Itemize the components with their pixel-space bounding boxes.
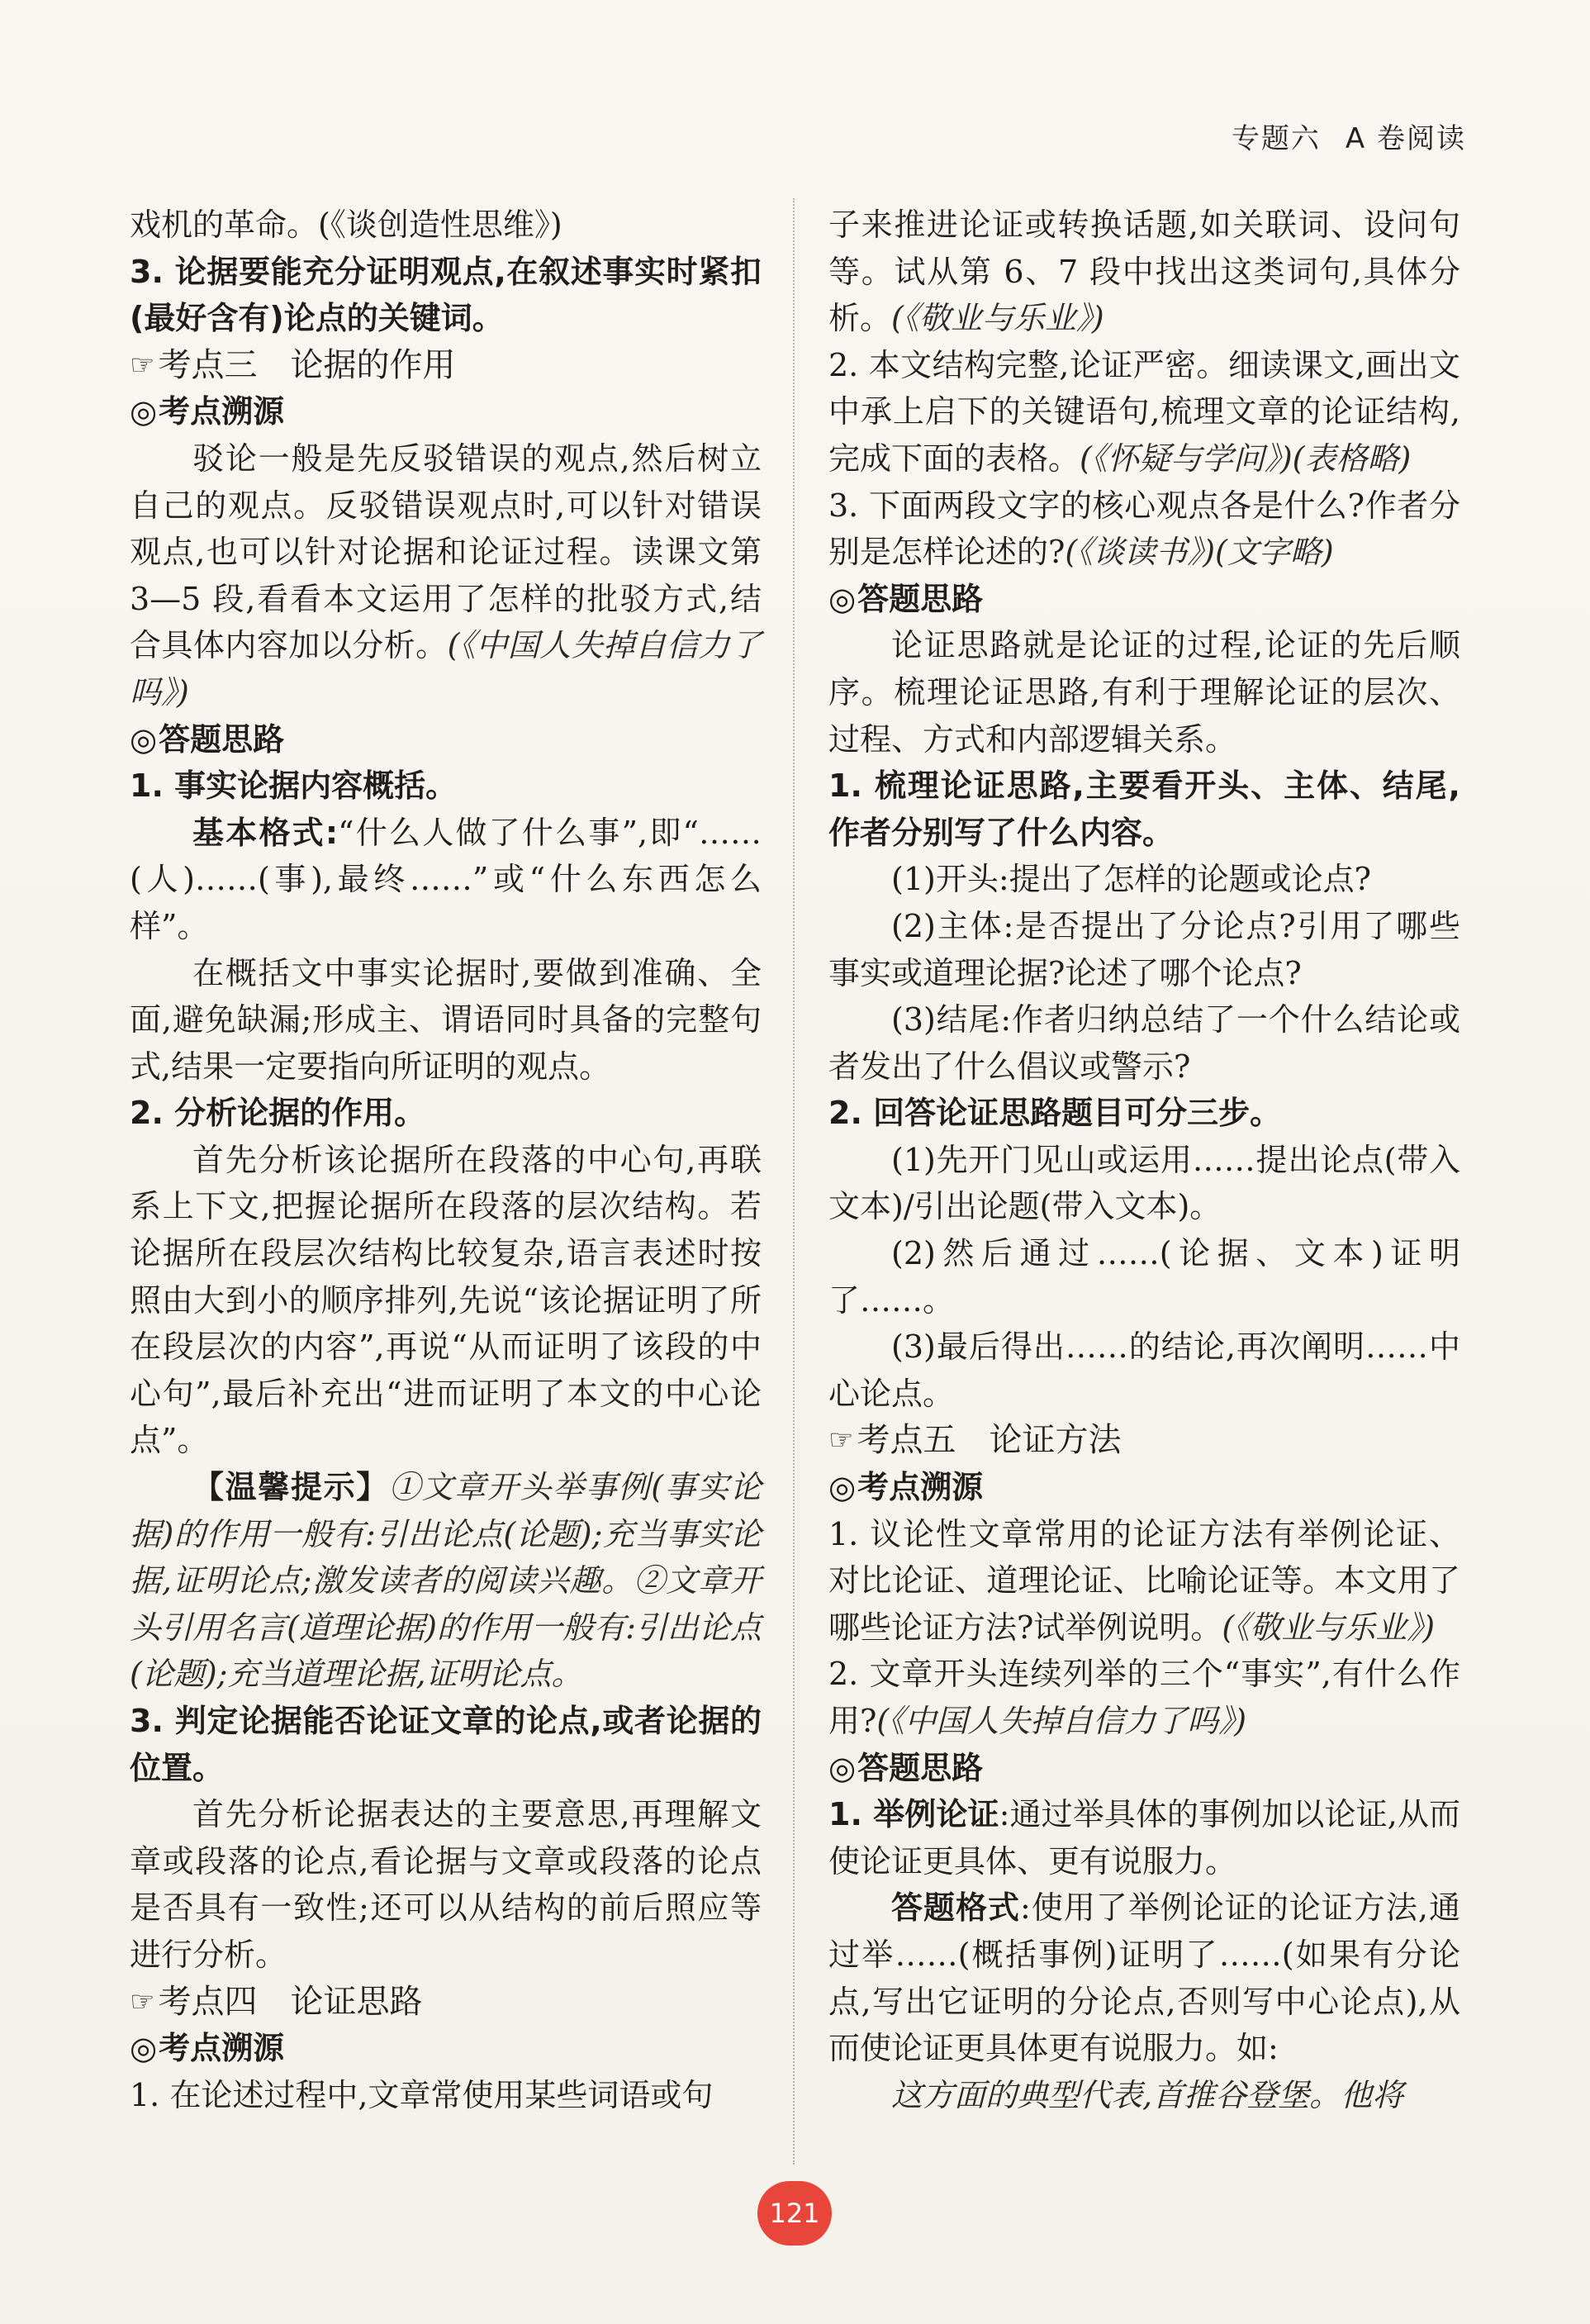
circle-icon: ◎: [828, 580, 857, 617]
paragraph: 论证思路就是论证的过程,论证的先后顺序。梳理论证思路,有利于理解论证的层次、过程、方式和内部逻辑关系。: [828, 627, 1460, 758]
header-topic: 专题六: [1231, 122, 1321, 155]
paragraph: 1. 在论述过程中,文章常使用某些词语或句: [130, 2076, 714, 2113]
paragraph: [828, 1884, 1460, 2071]
subheading: [130, 2025, 762, 2072]
circle-icon: ◎: [130, 720, 158, 758]
tip-text: ①文章开头举事例(事实论据)的作用一般有:引出论点(论题);充当事实论据,证明论点;激发读者的阅读兴趣。②文章开头引用名言(道理论据)的作用一般有:引出论点(论题);充当道理论据,证明论点。: [130, 1469, 762, 1693]
paragraph: (2)然后通过……(论据、文本)证明了……。: [828, 1235, 1460, 1319]
paragraph: (2)主体:是否提出了分论点?引用了哪些事实或道理论据?论述了哪个论点?: [828, 907, 1460, 991]
paragraph-text: 子来推进论证或转换话题,如关联词、设问句等。试从第 6、7 段中找出这类词句,具体分析。: [828, 207, 1460, 337]
subheading-label: 考点溯源: [159, 2030, 285, 2067]
subheading-label: 考点溯源: [857, 1469, 984, 1506]
paragraph-text: 2. 文章开头连续列举的三个“事实”,有什么作用?: [828, 1656, 1460, 1739]
heading-label: 考点五: [857, 1421, 956, 1460]
method-label: 1. 举例论证: [828, 1796, 999, 1833]
heading-title: 论据的作用: [290, 345, 456, 384]
point-heading: 1. 梳理论证思路,主要看开头、主体、结尾,作者分别写了什么内容。: [828, 768, 1460, 851]
paragraph-text: :使用了举例论证的论证方法,通过举……(概括事例)证明了……(如果有分论点,写出它证明的分论点,否则写中心论点),从而使论证更具体更有说服力。如:: [828, 1889, 1460, 2067]
page-number-badge: [757, 2181, 832, 2246]
point-heading: 3. 判定论据能否论证文章的论点,或者论据的位置。: [130, 1703, 762, 1786]
paragraph: [828, 202, 1460, 342]
paragraph-text: 1. 议论性文章常用的论证方法有举例论证、对比论证、道理论证、比喻论证等。本文用了哪些论证方法?试举例说明。: [828, 1515, 1460, 1646]
source-citation: (《谈读书》)(文字略): [1065, 534, 1334, 571]
circle-icon: ◎: [828, 1469, 857, 1506]
pointing-hand-icon: ☞: [130, 348, 155, 382]
circle-icon: ◎: [130, 2030, 158, 2067]
pointing-hand-icon: ☞: [828, 1423, 854, 1457]
heading-label: 考点四: [158, 1982, 258, 2021]
subheading: [828, 576, 1460, 623]
paragraph: [828, 1791, 1460, 1884]
pointing-hand-icon: ☞: [130, 1984, 155, 2018]
page-number: 121: [769, 2198, 820, 2229]
paragraph-text: 3. 下面两段文字的核心观点各是什么?作者分别是怎样论述的?: [828, 487, 1460, 571]
point-heading: 2. 回答论证思路题目可分三步。: [828, 1095, 1282, 1132]
paragraph: 戏机的革命。(《谈创造性思维》): [130, 207, 562, 243]
subheading-label: 答题思路: [857, 1749, 984, 1786]
source-citation: (《敬业与乐业》): [891, 300, 1104, 337]
running-header: [1232, 116, 1466, 156]
paragraph-text: :通过举具体的事例加以论证,从而使论证更具体、更有说服力。: [828, 1796, 1460, 1880]
subheading: [828, 1745, 1460, 1792]
subheading-label: 答题思路: [159, 720, 285, 758]
source-citation: (《中国人失掉自信力了吗》): [876, 1703, 1247, 1739]
paragraph: [828, 1511, 1460, 1652]
paragraph: [828, 342, 1460, 482]
circle-icon: ◎: [828, 1749, 857, 1786]
paragraph: [828, 482, 1460, 576]
left-column: [130, 202, 762, 2118]
format-label: 答题格式: [891, 1889, 1021, 1927]
paragraph: (3)结尾:作者归纳总结了一个什么结论或者发出了什么倡议或警示?: [828, 1001, 1460, 1085]
section-heading-kd4: [130, 1979, 762, 2026]
paragraph-text: 驳论一般是先反驳错误的观点,然后树立自己的观点。反驳错误观点时,可以针对错误观点,也可以针对论据和论证过程。读课文第 3—5 段,看看本文运用了怎样的批驳方式,结合具体内容加以分析。: [130, 440, 762, 664]
circle-icon: ◎: [130, 393, 158, 430]
paragraph: 在概括文中事实论据时,要做到准确、全面,避免缺漏;形成主、谓语同时具备的完整句式,结果一定要指向所证明的观点。: [130, 954, 762, 1085]
tip-label: 【温馨提示】: [192, 1469, 389, 1506]
subheading: [130, 388, 762, 435]
subheading: [828, 1464, 1460, 1511]
tip-paragraph: [130, 1464, 762, 1698]
column-divider: [793, 198, 795, 2165]
paragraph: (1)开头:提出了怎样的论题或论点?: [891, 861, 1372, 898]
heading-title: 论证方法: [989, 1421, 1122, 1460]
subheading-label: 考点溯源: [159, 393, 285, 430]
section-heading-kd3: [130, 342, 762, 389]
header-section: A 卷阅读: [1345, 122, 1466, 155]
paragraph: (1)先开门见山或运用……提出论点(带入文本)/引出论题(带入文本)。: [828, 1141, 1460, 1225]
source-citation: (《敬业与乐业》): [1222, 1609, 1436, 1646]
example-quote: 这方面的典型代表,首推谷登堡。他将: [891, 2076, 1404, 2113]
paragraph-text: 2. 本文结构完整,论证严密。细读课文,画出文中承上启下的关键语句,梳理文章的论证结构,完成下面的表格。: [828, 346, 1460, 477]
subheading-label: 答题思路: [857, 580, 984, 617]
paragraph: [130, 810, 762, 950]
point-heading: 2. 分析论据的作用。: [130, 1095, 426, 1132]
section-heading-kd5: [828, 1417, 1460, 1464]
format-label: 基本格式:: [192, 814, 339, 851]
right-column: [828, 202, 1460, 2118]
paragraph: [828, 1651, 1460, 1744]
paragraph: (3)最后得出……的结论,再次阐明……中心论点。: [828, 1328, 1460, 1412]
paragraph: 首先分析论据表达的主要意思,再理解文章或段落的论点,看论据与文章或段落的论点是否具有一致性;还可以从结构的前后照应等进行分析。: [130, 1796, 762, 1973]
paragraph-text: “什么人做了什么事”,即“……(人)……(事),最终……”或“什么东西怎么样”。: [130, 814, 762, 944]
paragraph: 3. 论据要能充分证明观点,在叙述事实时紧扣(最好含有)论点的关键词。: [130, 253, 762, 337]
heading-label: 考点三: [158, 345, 258, 384]
heading-title: 论证思路: [290, 1982, 423, 2021]
source-citation: (《中国人失掉自信力了吗》): [130, 627, 762, 711]
source-citation: (《怀疑与学问》)(表格略): [1080, 440, 1412, 477]
subheading: [130, 716, 762, 763]
point-heading: 1. 事实论据内容概括。: [130, 768, 458, 805]
paragraph: 首先分析该论据所在段落的中心句,再联系上下文,把握论据所在段落的层次结构。若论据所在段层次结构比较复杂,语言表述时按照由大到小的顺序排列,先说“该论据证明了所在段层次的内容”,再说“从而证明了该段的中心句”,最后补充出“进而证明了本文的中心论点”。: [130, 1141, 762, 1459]
paragraph: [130, 435, 762, 716]
